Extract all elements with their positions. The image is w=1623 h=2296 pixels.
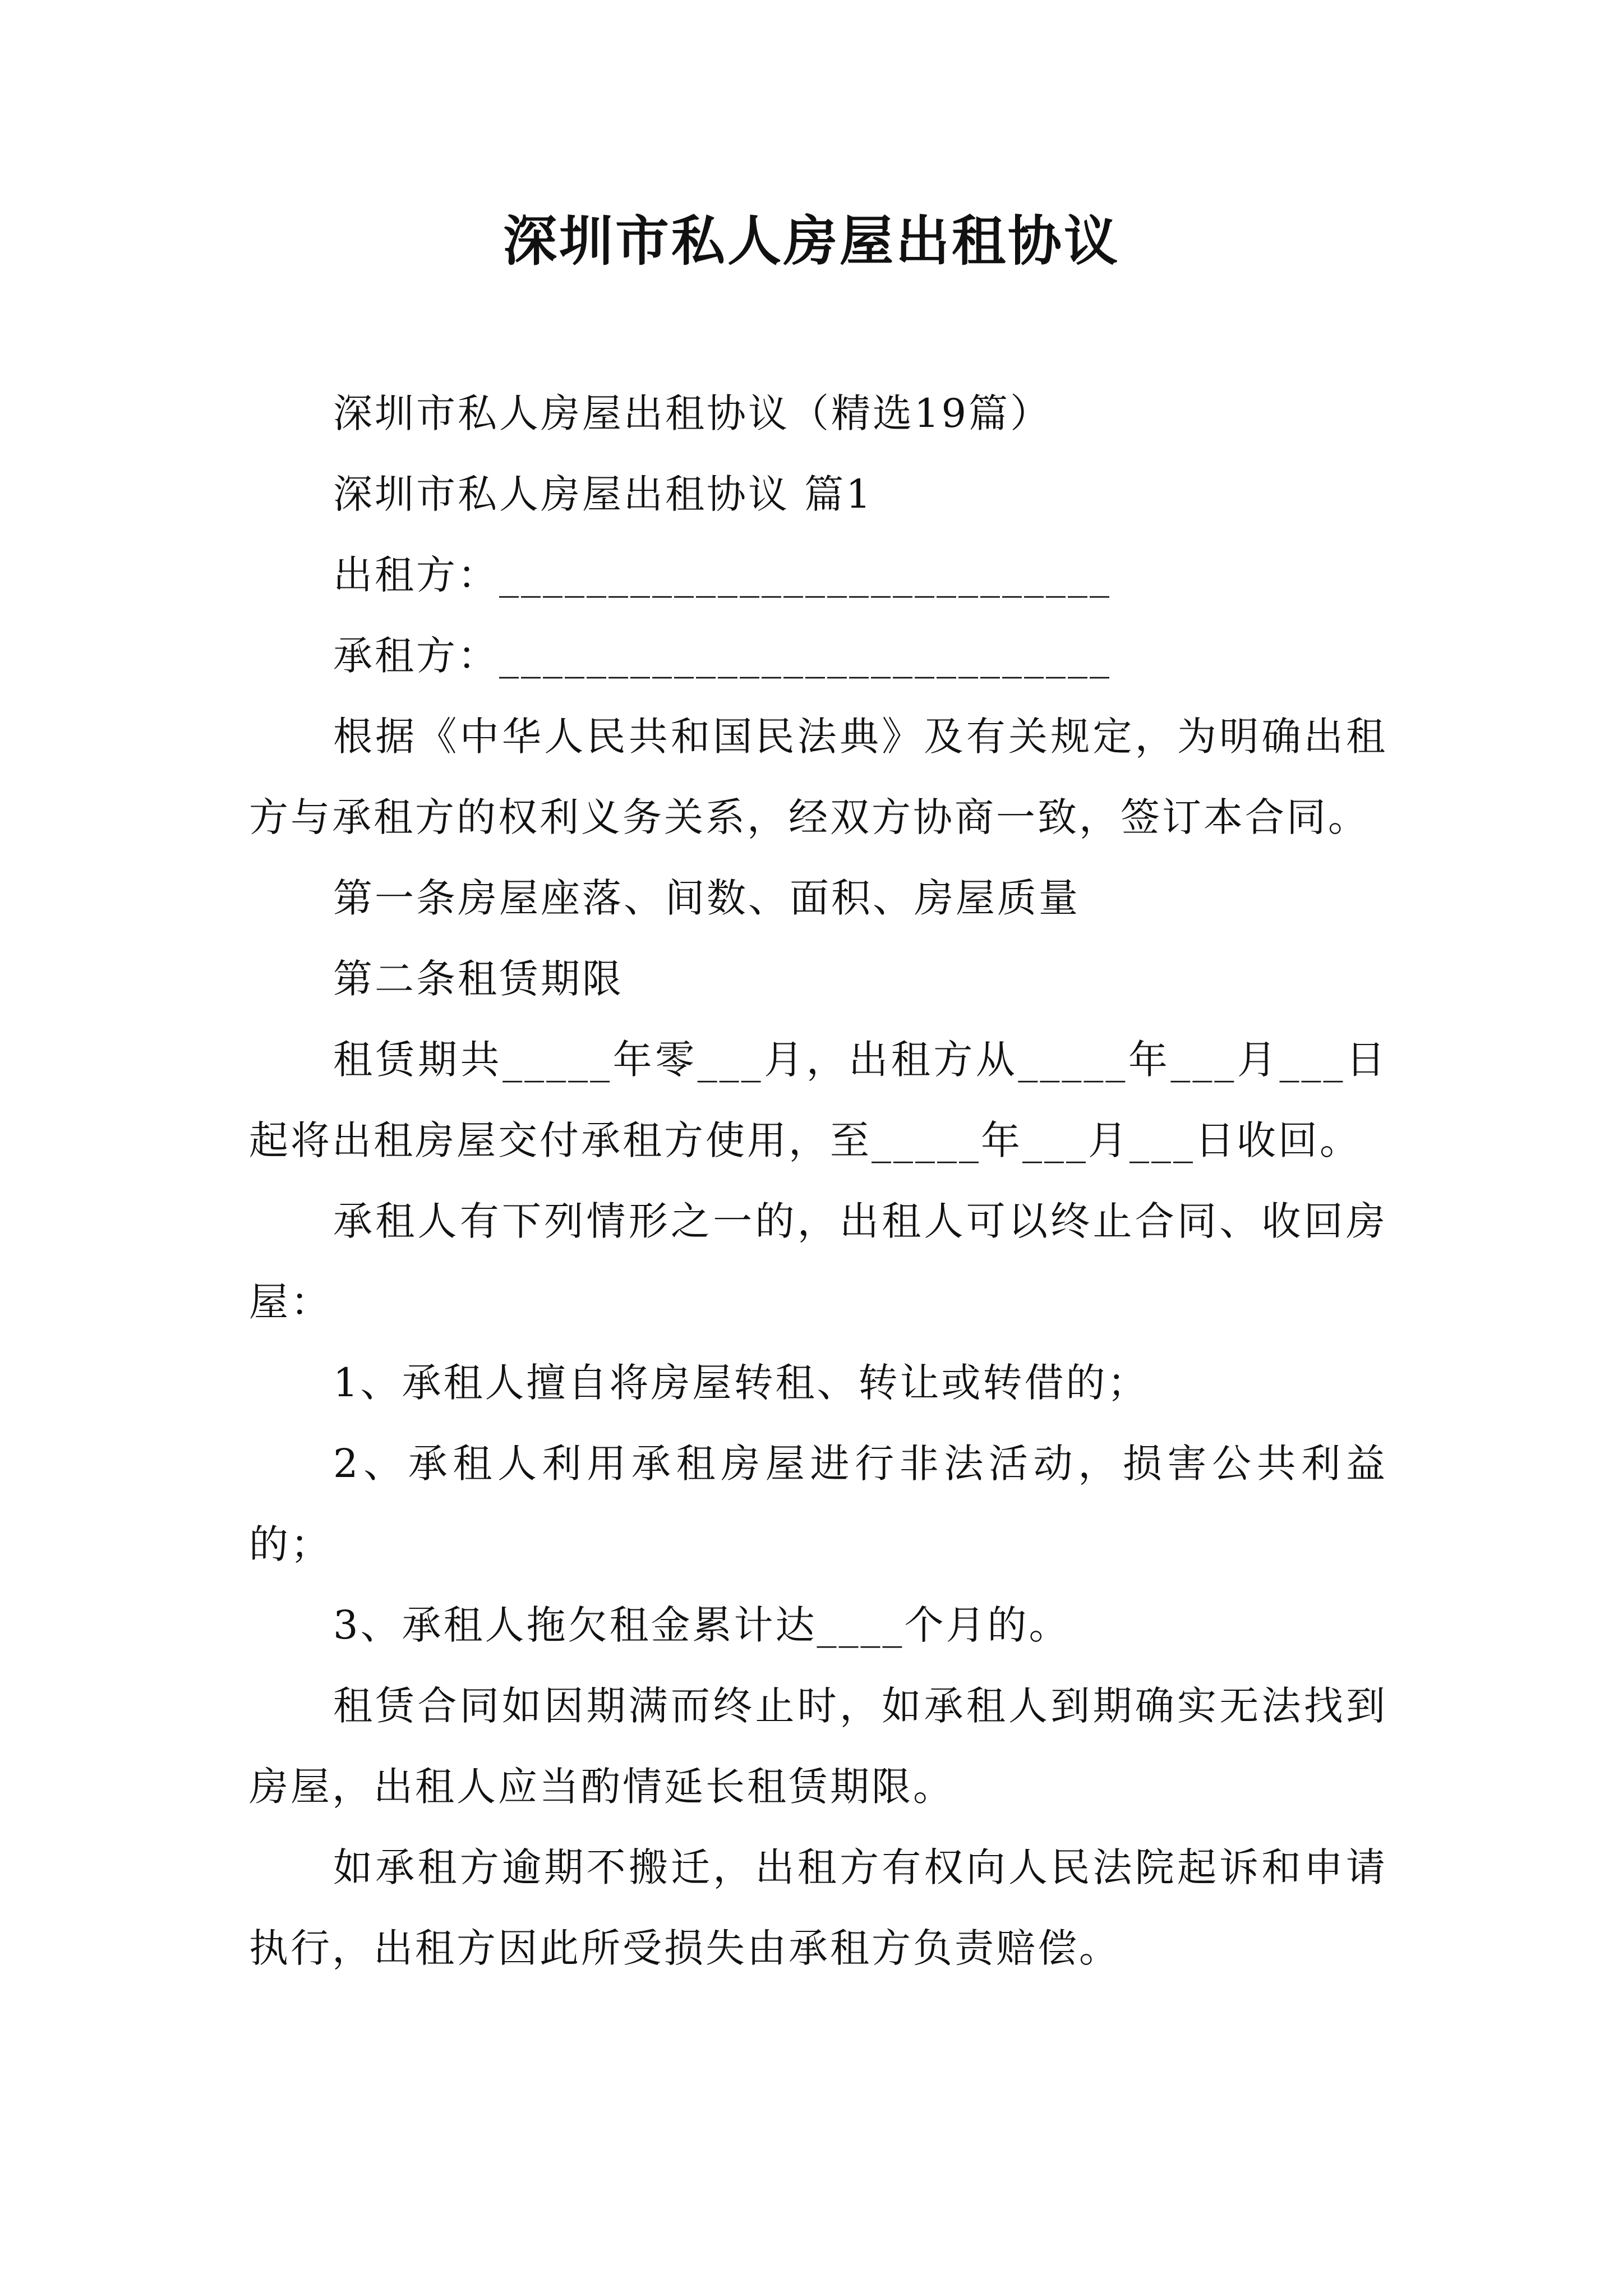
article-1-heading: 第一条房屋座落、间数、面积、房屋质量 <box>333 875 1080 921</box>
lessee-field: 承租方：____________________________ <box>333 633 1112 679</box>
clause-3: 3、承租人拖欠租金累计达____个月的。 <box>333 1602 1071 1648</box>
lease-term-paragraph: 租赁期共_____年零___月，出租方从_____年___月___日起将出租房屋交付承租方使用，至_____年___月___日收回。 <box>249 1037 1387 1163</box>
expiry-paragraph: 租赁合同如因期满而终止时，如承租人到期确实无法找到房屋，出租人应当酌情延长租赁期限。 <box>249 1683 1387 1810</box>
subtitle-paragraph: 深圳市私人房屋出租协议（精选19篇） <box>333 390 1052 436</box>
clause-1: 1、承租人擅自将房屋转租、转让或转借的； <box>333 1360 1149 1406</box>
termination-paragraph: 承租人有下列情形之一的，出租人可以终止合同、收回房屋： <box>249 1198 1387 1325</box>
section-heading: 深圳市私人房屋出租协议 篇1 <box>333 471 873 517</box>
clause-2: 2、承租人利用承租房屋进行非法活动，损害公共利益的； <box>249 1441 1387 1567</box>
preamble-paragraph: 根据《中华人民共和国民法典》及有关规定，为明确出租方与承租方的权利义务关系，经双方协商一致，签订本合同。 <box>249 714 1387 840</box>
lessor-field: 出租方：____________________________ <box>333 552 1112 598</box>
document-title: 深圳市私人房屋出租协议 <box>503 209 1120 273</box>
article-2-heading: 第二条租赁期限 <box>333 956 624 1002</box>
document-body <box>249 373 1387 1989</box>
eviction-paragraph: 如承租方逾期不搬迁，出租方有权向人民法院起诉和申请执行，出租方因此所受损失由承租方负责赔偿。 <box>249 1844 1387 1971</box>
